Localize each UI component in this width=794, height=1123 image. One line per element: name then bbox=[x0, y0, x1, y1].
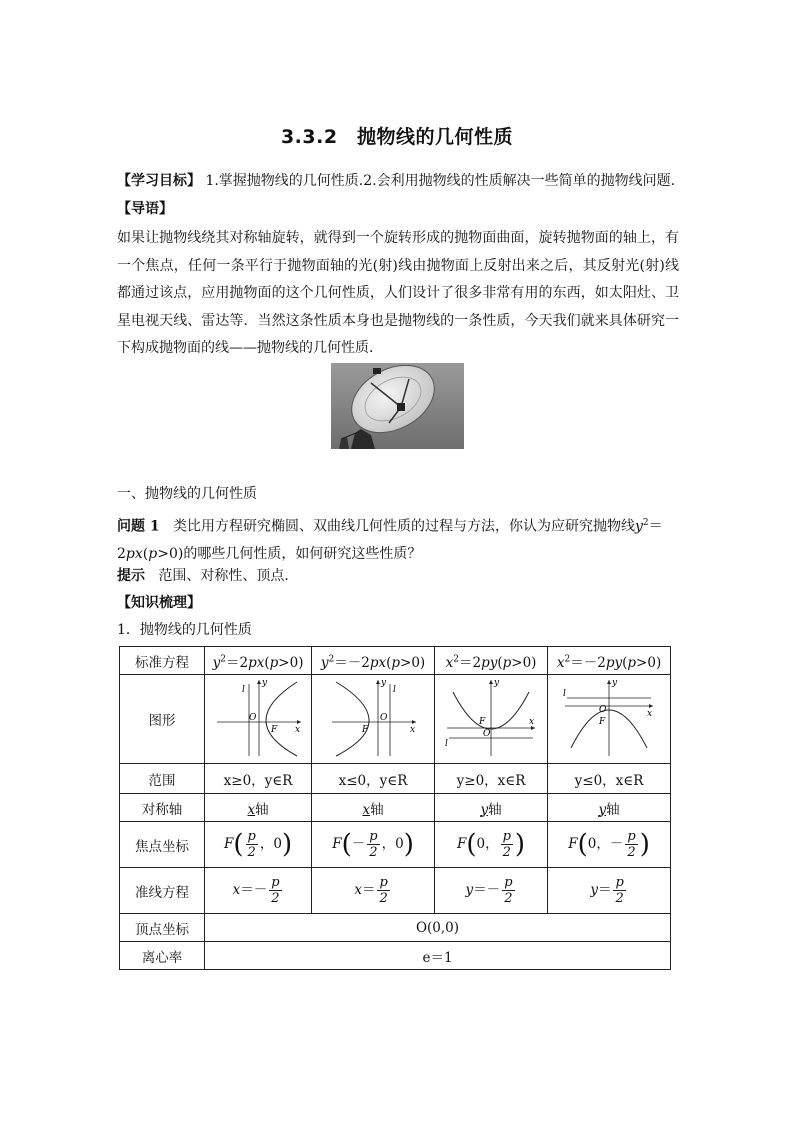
range-cell: x≤0，y∈R bbox=[312, 764, 435, 794]
equation-cell: $x^2=2py(p>0)$ bbox=[434, 647, 547, 675]
knowledge-label: 【知识梳理】 bbox=[117, 595, 201, 611]
axis-label-y: y bbox=[612, 678, 618, 688]
table-row bbox=[120, 764, 671, 794]
directrix-cell: y＝ $\frac{p}{2}$ bbox=[548, 868, 671, 914]
table-row bbox=[120, 794, 671, 822]
row-header: 标准方程 bbox=[120, 647, 205, 675]
eccentricity-cell: e＝1 bbox=[205, 942, 671, 970]
question-1-text-b: 的哪些几何性质，如何研究这些性质？ bbox=[183, 545, 422, 562]
objectives-text: 1.掌握抛物线的几何性质.2.会利用抛物线的性质解决一些简单的抛物线问题. bbox=[205, 173, 676, 189]
guide-paragraph: 如果让抛物线绕其对称轴旋转，就得到一个旋转形成的抛物面曲面，旋转抛物面的轴上，有一个焦点，任何一条平行于抛物面轴的光(射)线由抛物面上反射出来之后，其反射光(射)线都通过该点，应用抛物面的这个几何性质，人们设计了很多非常有用的东西，如太阳灶、卫星电视天线、雷达等．当然这条性质本身也是抛物线的一条性质，今天我们就来具体研究一下构成抛物面的线——抛物线的几何性质． bbox=[117, 230, 679, 356]
axis-cell: x轴 bbox=[312, 794, 435, 822]
row-header: 顶点坐标 bbox=[120, 914, 205, 942]
axis-label-x: x bbox=[410, 725, 416, 735]
origin-label: O bbox=[483, 729, 491, 739]
table-row bbox=[120, 647, 671, 675]
axis-cell: y轴 bbox=[548, 794, 671, 822]
directrix-cell: x＝－ $\frac{p}{2}$ bbox=[205, 868, 312, 914]
row-header: 图形 bbox=[120, 675, 205, 764]
axis-cell: x轴 bbox=[205, 794, 312, 822]
focus-label: F bbox=[599, 717, 606, 727]
question-1-text-a: 类比用方程研究椭圆、双曲线几何性质的过程与方法，你认为应研究抛物线 bbox=[172, 518, 635, 535]
range-cell: y≤0，x∈R bbox=[548, 764, 671, 794]
table-row bbox=[120, 914, 671, 942]
focus-cell: F(0， $\frac{p}{2}$ ) bbox=[434, 822, 547, 868]
hint-label: 提示 bbox=[117, 568, 145, 584]
focus-label: F bbox=[479, 717, 486, 727]
equation-cell: $y^2=-2px(p>0)$ bbox=[312, 647, 435, 675]
axis-label-y: y bbox=[381, 678, 387, 688]
row-header: 焦点坐标 bbox=[120, 822, 205, 868]
directrix-label: l bbox=[242, 685, 245, 695]
graph-right-opening bbox=[205, 675, 312, 764]
table-row bbox=[120, 675, 671, 764]
graph-left-opening bbox=[312, 675, 435, 764]
row-header: 对称轴 bbox=[120, 794, 205, 822]
directrix-label: l bbox=[393, 685, 396, 695]
origin-label: O bbox=[599, 705, 607, 715]
graph-down-opening bbox=[548, 675, 671, 764]
origin-label: O bbox=[380, 713, 388, 723]
directrix-cell: y＝－ $\frac{p}{2}$ bbox=[434, 868, 547, 914]
directrix-label: l bbox=[445, 739, 448, 749]
question-1: 问题 1 类比用方程研究椭圆、双曲线几何性质的过程与方法，你认为应研究抛物线$y^2=$ 2px(p>0)的哪些几何性质，如何研究这些性质？ bbox=[117, 518, 663, 562]
vertex-cell: O(0,0) bbox=[205, 914, 671, 942]
row-header: 范围 bbox=[120, 764, 205, 794]
equation-cell: $x^2=-2py(p>0)$ bbox=[548, 647, 671, 675]
focus-label: F bbox=[362, 725, 369, 735]
list-item-1: 1．抛物线的几何性质 bbox=[117, 622, 252, 638]
directrix-cell: x＝ $\frac{p}{2}$ bbox=[312, 868, 435, 914]
row-header: 离心率 bbox=[120, 942, 205, 970]
row-header: 准线方程 bbox=[120, 868, 205, 914]
hint-text: 范围、对称性、顶点． bbox=[158, 568, 299, 584]
table-row bbox=[120, 942, 671, 970]
table-row bbox=[120, 868, 671, 914]
range-cell: y≥0，x∈R bbox=[434, 764, 547, 794]
origin-label: O bbox=[249, 713, 257, 723]
range-cell: x≥0，y∈R bbox=[205, 764, 312, 794]
satellite-dish-photo bbox=[331, 363, 464, 449]
axis-label-y: y bbox=[494, 678, 500, 688]
axis-label-y: y bbox=[262, 678, 268, 688]
focus-cell: F(0，－ $\frac{p}{2}$ ) bbox=[548, 822, 671, 868]
parabola-properties-table bbox=[119, 646, 671, 970]
focus-cell: F(－ $\frac{p}{2}$ ，0) bbox=[312, 822, 435, 868]
focus-cell: F( $\frac{p}{2}$ ，0) bbox=[205, 822, 312, 868]
graph-up-opening bbox=[434, 675, 547, 764]
page-title: 3.3.2 抛物线的几何性质 bbox=[280, 126, 514, 148]
axis-label-x: x bbox=[295, 725, 301, 735]
objectives-line bbox=[117, 171, 675, 191]
axis-label-x: x bbox=[647, 709, 653, 719]
axis-cell: y轴 bbox=[434, 794, 547, 822]
focus-label: F bbox=[271, 725, 278, 735]
objectives-label: 【学习目标】 bbox=[117, 173, 201, 189]
directrix-label: l bbox=[563, 689, 566, 699]
axis-label-x: x bbox=[529, 717, 535, 727]
table-row bbox=[120, 822, 671, 868]
hint-line bbox=[117, 566, 298, 586]
equation-cell: $y^2=2px(p>0)$ bbox=[205, 647, 312, 675]
guide-label: 【导语】 bbox=[117, 201, 173, 217]
question-1-label: 问题 1 bbox=[117, 518, 160, 535]
section-heading: 一、抛物线的几何性质 bbox=[117, 486, 257, 502]
